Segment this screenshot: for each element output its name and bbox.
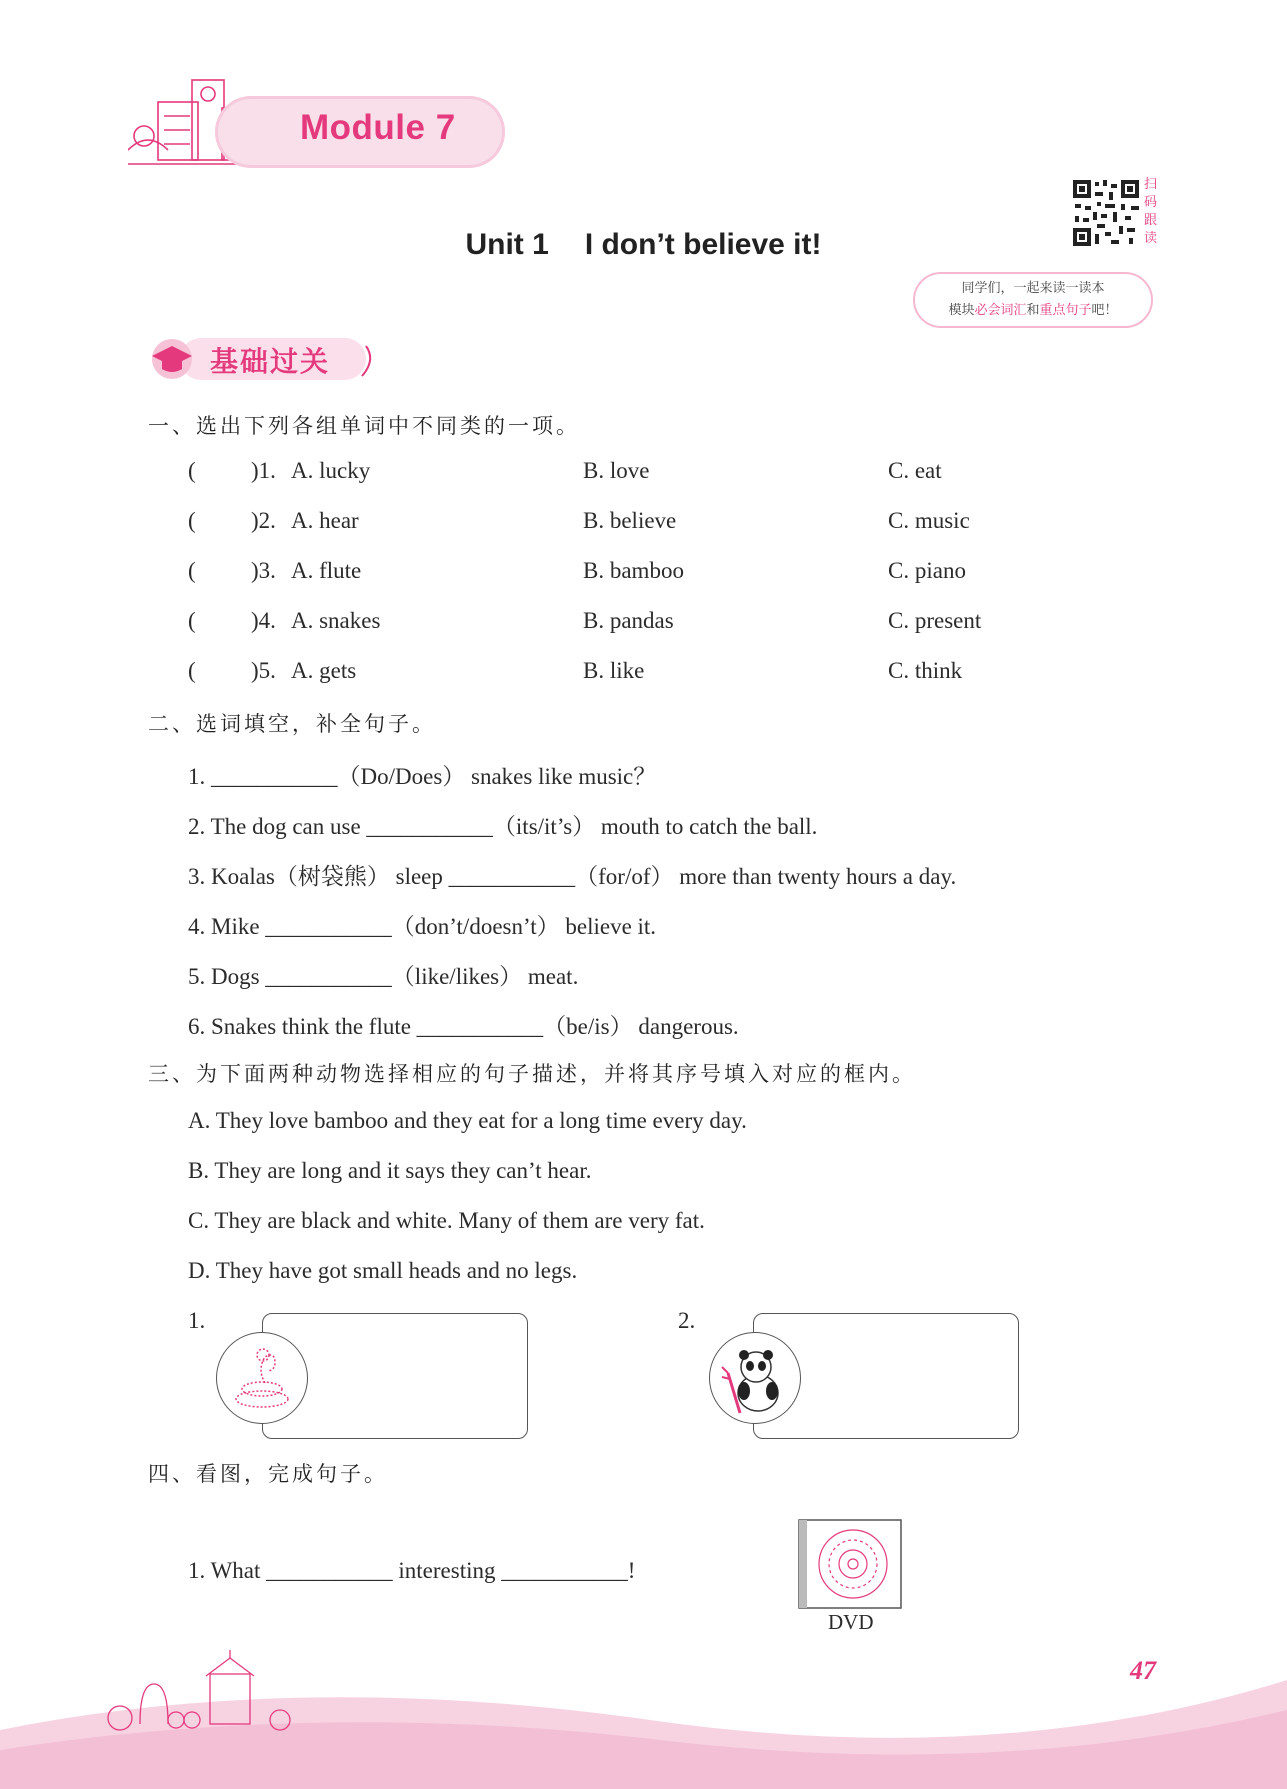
- answer-paren: (: [188, 658, 196, 683]
- fill-blank-sentence: 6. Snakes think the flute ___________（be/is） dangerous.: [188, 1014, 739, 1039]
- fill-blank-sentence: 5. Dogs ___________（like/likes） meat.: [188, 964, 579, 989]
- description-option: C. They are black and white. Many of them are very fat.: [188, 1208, 705, 1233]
- qr-side-char: 读: [1144, 231, 1158, 246]
- option-c: C. eat: [888, 458, 942, 483]
- item-number: )3.: [251, 558, 276, 583]
- dvd-icon: [797, 1518, 903, 1610]
- box-1-label: 1.: [188, 1308, 206, 1333]
- option-b: B. bamboo: [583, 558, 684, 583]
- picture-sentence: 1. What ___________ interesting ___________!: [188, 1558, 636, 1583]
- unit-name: I don’t believe it!: [584, 228, 822, 261]
- description-option: A. They love bamboo and they eat for a long time every day.: [188, 1108, 747, 1133]
- module-title: Module 7: [300, 108, 456, 147]
- qr-side-char: 跟: [1144, 213, 1158, 228]
- section-badge-label: 基础过关: [210, 345, 331, 378]
- reading-tip-bubble: [913, 272, 1153, 328]
- fill-blank-sentence: 3. Koalas（树袋熊） sleep ___________（for/of） more than twenty hours a day.: [188, 864, 957, 889]
- option-b: B. believe: [583, 508, 677, 533]
- item-number: )1.: [251, 458, 276, 483]
- choice-row: [0, 458, 1287, 488]
- tip-line-2: 模块必会词汇和重点句子吧！: [948, 303, 1118, 318]
- option-a: A. lucky: [291, 458, 371, 483]
- panda-icon: [710, 1333, 800, 1423]
- option-c: C. present: [888, 608, 982, 633]
- answer-paren: (: [188, 458, 196, 483]
- fill-blank-sentence: 2. The dog can use ___________（its/it’s） mouth to catch the ball.: [188, 814, 818, 839]
- qr-side-char: 扫: [1144, 177, 1158, 192]
- item-number: )5.: [251, 658, 276, 683]
- page-number: 47: [1130, 1656, 1156, 1685]
- option-b: B. like: [583, 658, 645, 683]
- option-a: A. flute: [291, 558, 362, 583]
- answer-paren: (: [188, 508, 196, 533]
- option-c: C. music: [888, 508, 970, 533]
- choice-row: [0, 608, 1287, 638]
- tip-line-1: 同学们，一起来读一读本: [961, 281, 1105, 296]
- snake-picture: [216, 1332, 308, 1424]
- fill-blank-sentence: 4. Mike ___________（don’t/doesn’t） believe it.: [188, 914, 657, 939]
- unit-title: [0, 228, 1287, 262]
- option-a: A. snakes: [291, 608, 381, 633]
- part3-heading: 三、为下面两种动物选择相应的句子描述，并将其序号填入对应的框内。: [148, 1062, 916, 1086]
- qr-side-char: 码: [1144, 195, 1158, 210]
- choice-row: [0, 558, 1287, 588]
- option-a: A. hear: [291, 508, 359, 533]
- box-2-label: 2.: [678, 1308, 696, 1333]
- description-option: B. They are long and it says they can’t hear.: [188, 1158, 592, 1183]
- option-c: C. think: [888, 658, 963, 683]
- snake-icon: [217, 1333, 307, 1423]
- description-option: D. They have got small heads and no legs.: [188, 1258, 578, 1283]
- part4-heading: 四、看图，完成句子。: [148, 1462, 388, 1486]
- unit-label: Unit 1: [465, 228, 549, 261]
- fill-blank-sentence: 1. ___________（Do/Does） snakes like music？: [188, 764, 657, 789]
- item-number: )2.: [251, 508, 276, 533]
- choice-row: [0, 508, 1287, 538]
- choice-row: [0, 658, 1287, 688]
- answer-paren: (: [188, 608, 196, 633]
- panda-picture: [709, 1332, 801, 1424]
- part2-heading: 二、选词填空，补全句子。: [148, 712, 436, 736]
- dvd-caption: DVD: [828, 1610, 874, 1634]
- footer-decoration: [0, 1650, 1287, 1789]
- part1-heading: 一、选出下列各组单词中不同类的一项。: [148, 414, 580, 438]
- option-c: C. piano: [888, 558, 966, 583]
- answer-paren: (: [188, 558, 196, 583]
- option-b: B. pandas: [583, 608, 674, 633]
- option-b: B. love: [583, 458, 650, 483]
- option-a: A. gets: [291, 658, 357, 683]
- item-number: )4.: [251, 608, 276, 633]
